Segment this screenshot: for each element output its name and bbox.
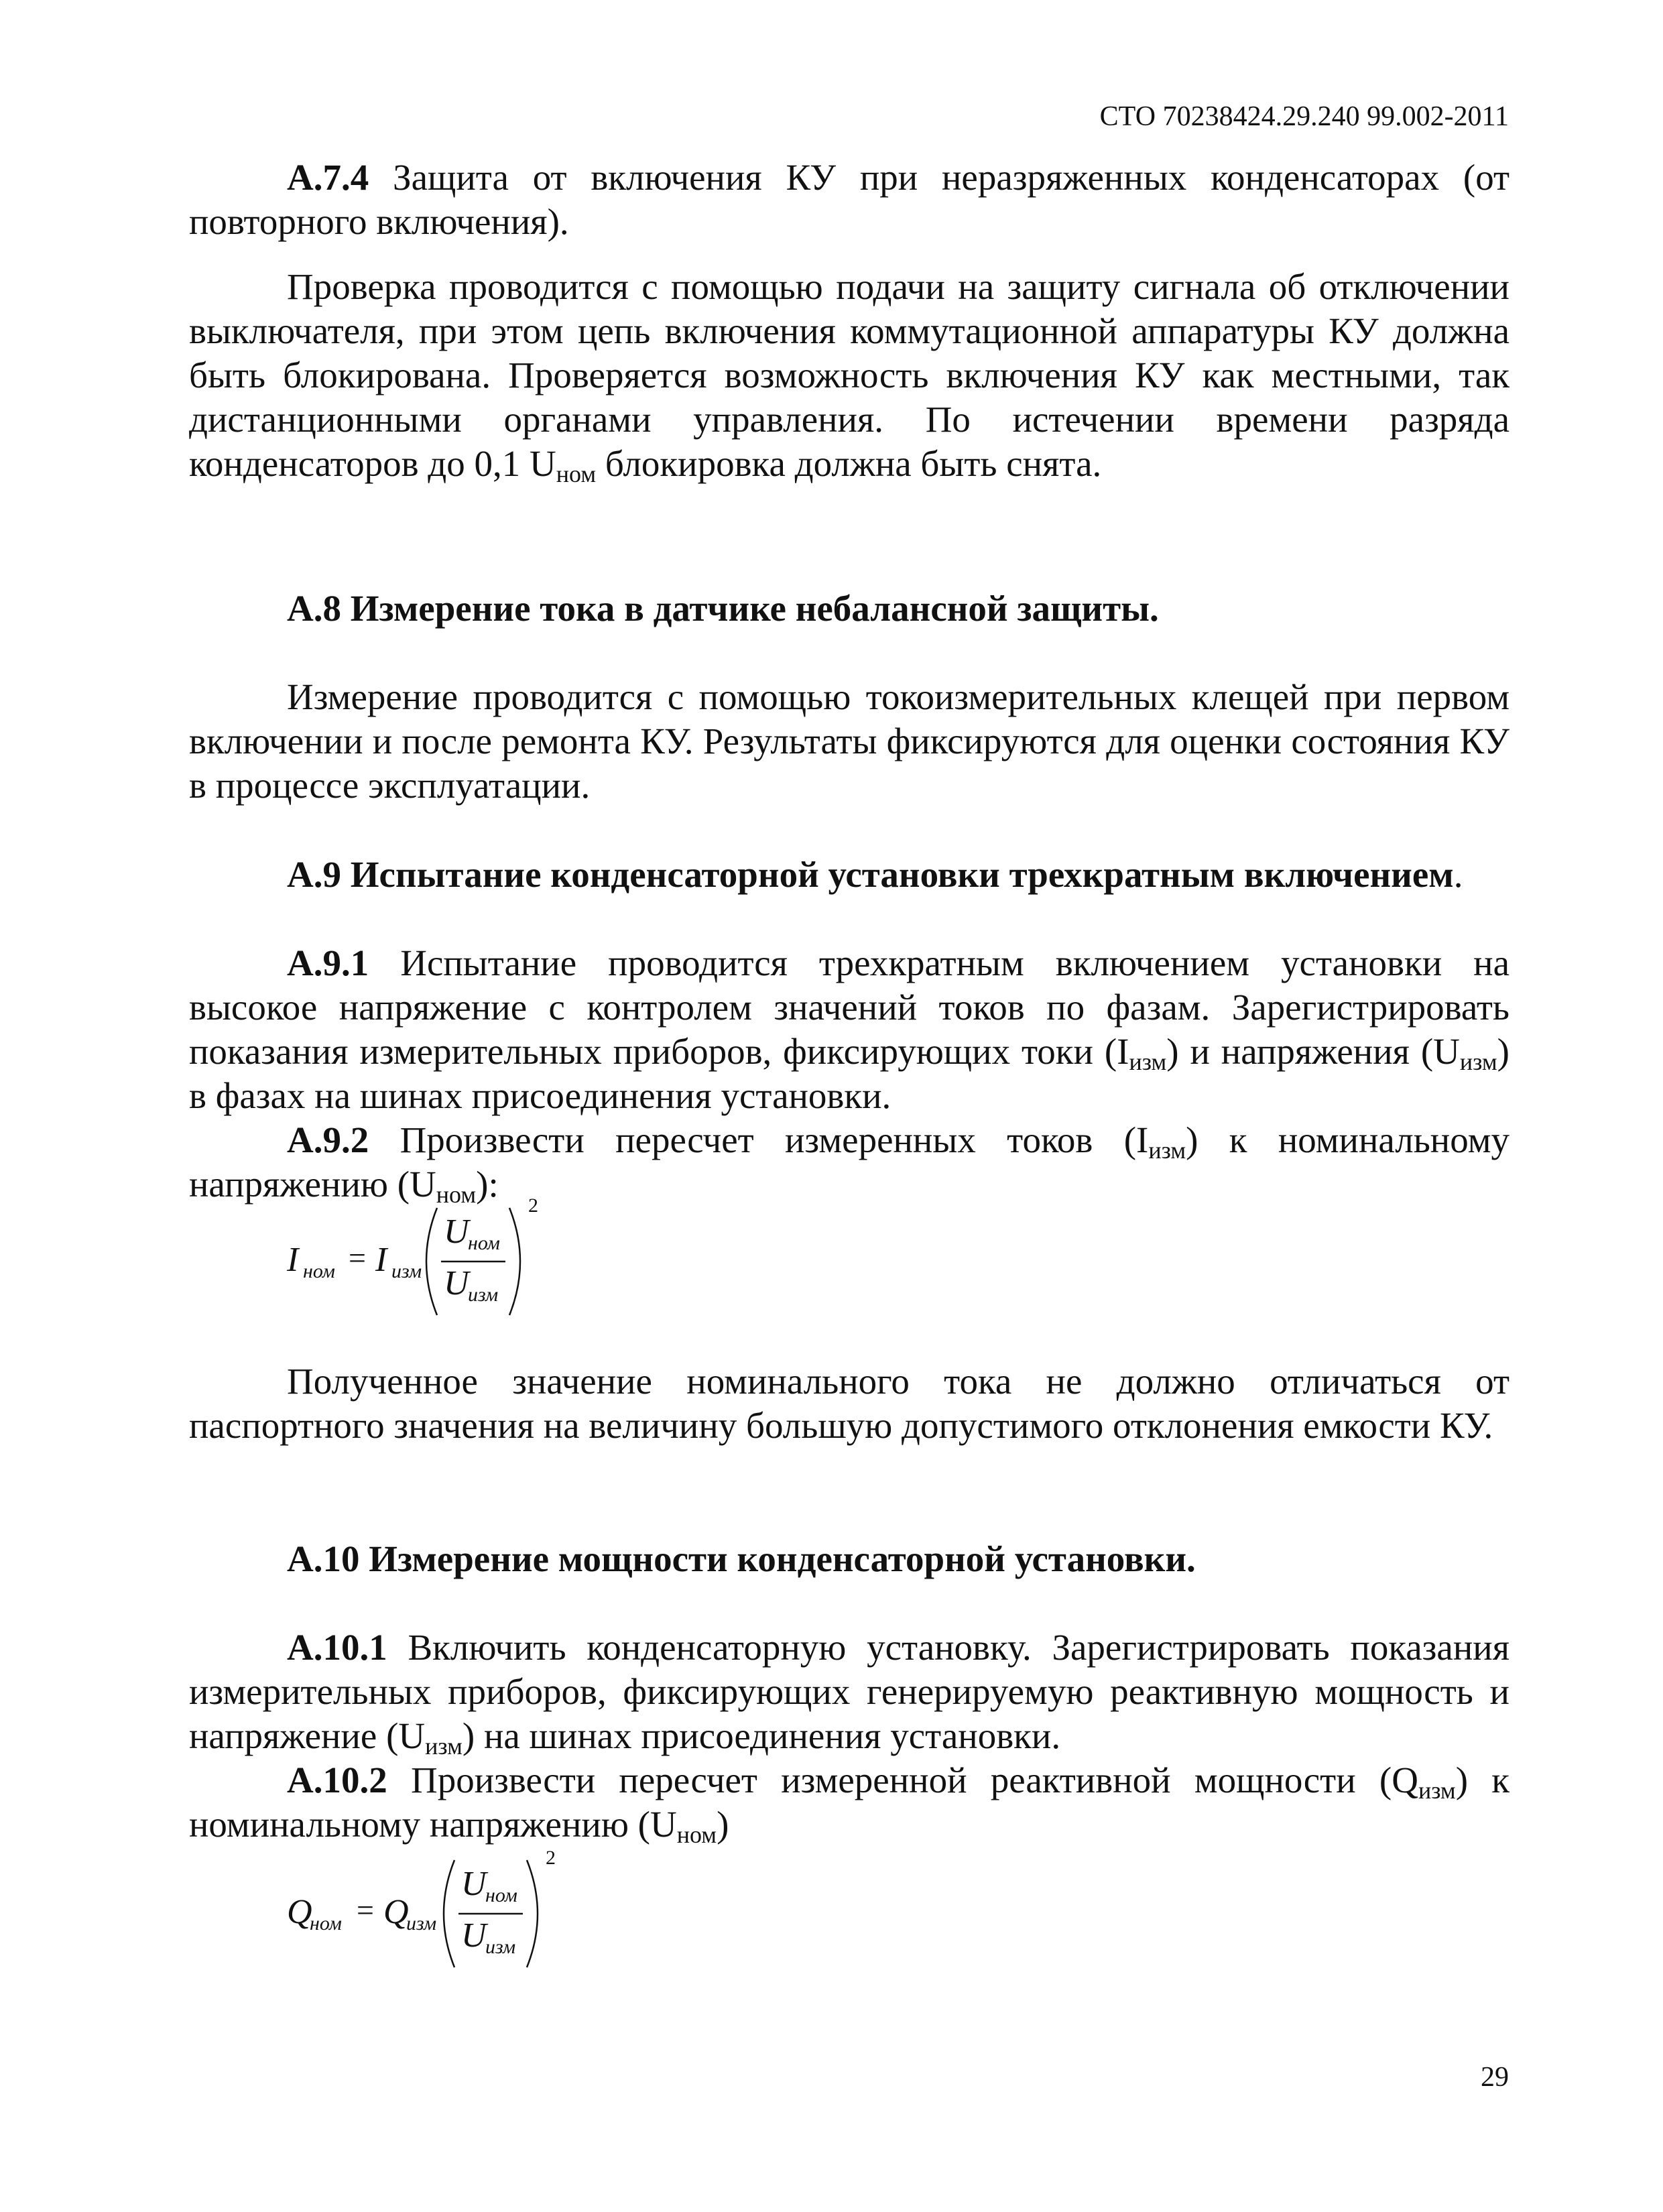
formula-current <box>282 1194 550 1314</box>
formula-rhs: Q <box>383 1893 409 1931</box>
section-title: Защита от включения КУ при неразряженных конденсаторах (от повторного включения). <box>189 157 1510 242</box>
page-number: 29 <box>1481 2062 1509 2093</box>
left-paren <box>444 1860 454 1967</box>
left-paren <box>426 1208 437 1315</box>
heading-a10: А.10 Измерение мощности конденсаторной установки. <box>287 1538 1196 1579</box>
formula-numerator: U <box>444 1213 469 1251</box>
right-paren <box>527 1860 538 1967</box>
section-a74 <box>189 156 1510 244</box>
formula-equals: = <box>357 1893 374 1927</box>
section-number: А.10.1 <box>287 1627 387 1668</box>
section-number: А.7.4 <box>287 157 369 198</box>
formula-lhs-sub: ном <box>310 1912 342 1934</box>
paragraph-a101: А.10.1 Включить конденсаторную установку. Зарегистрировать показания измерительных приборов, фиксирующих генерируемую реактивную мощность и напряжение $(U_{изм})$ на шинах присоединения установки. <box>189 1627 1510 1760</box>
paragraph-after-formula: Полученное значение номинального тока не должно отличаться от паспортного значения на величину большую допустимого отклонения емкости КУ. <box>189 1361 1510 1446</box>
formula-denominator-sub: изм <box>468 1284 499 1306</box>
heading-a9: А.9 Испытание конденсаторной установки трехкратным включением. <box>287 854 1463 895</box>
section-number: А.9.1 <box>287 942 369 983</box>
paragraph-a91: А.9.1 Испытание проводится трехкратным включением установки на высокое напряжение с контролем значений токов по фазам. Зарегистрировать показания измерительных приборов, фиксирующих токи $(I_{изм})$ и напряжения $(U_{изм})$ в фазах на шинах присоединения установки. <box>189 942 1510 1116</box>
formula-exponent: 2 <box>546 1847 556 1869</box>
formula-brackets <box>282 1853 570 1967</box>
formula-power <box>282 1847 570 1967</box>
formula-numerator-sub: ном <box>485 1884 517 1906</box>
right-paren <box>509 1208 520 1315</box>
formula-rhs-sub: изм <box>391 1260 422 1282</box>
formula-brackets <box>282 1200 550 1314</box>
heading-a8: А.8 Измерение тока в датчике небалансной защиты. <box>287 588 1159 629</box>
section-number: А.10.2 <box>287 1760 387 1800</box>
formula-denominator: U <box>444 1264 469 1302</box>
formula-rhs-sub: изм <box>406 1912 437 1934</box>
formula-lhs: Q <box>287 1893 312 1931</box>
formula-rhs: I <box>375 1241 387 1279</box>
paragraph-a92: А.9.2 Произвести пересчет измеренных токов $(I_{изм})$ к номинальному напряжению $(U_{ном})$: <box>189 1119 1510 1208</box>
formula-numerator: U <box>461 1865 487 1903</box>
formula-denominator-sub: изм <box>485 1936 516 1958</box>
paragraph-a8: Измерение проводится с помощью токоизмерительных клещей при первом включении и после ремонта КУ. Результаты фиксируются для оценки состояния КУ в процессе эксплуатации. <box>189 676 1510 806</box>
paragraph-a74-check: Проверка проводится с помощью подачи на защиту сигнала об отключении выключателя, при этом цепь включения коммутационной аппаратуры КУ должна быть блокирована. Проверяется возможность включения КУ как местными, так дистанционными органами управления. По истечении времени разряда конденсаторов до 0,1 $U_{ном}$ блокировка должна быть снята. <box>189 266 1510 487</box>
paragraph-a102: А.10.2 Произвести пересчет измеренной реактивной мощности $(Q_{изм})$ к номинальному напряжению $(U_{ном})$ <box>189 1760 1510 1848</box>
formula-numerator-sub: ном <box>468 1232 500 1254</box>
formula-exponent: 2 <box>528 1194 538 1217</box>
formula-denominator: U <box>461 1916 487 1955</box>
formula-lhs: I <box>287 1241 299 1279</box>
formula-lhs-sub: ном <box>303 1260 335 1282</box>
document-header: СТО 70238424.29.240 99.002-2011 <box>1099 101 1509 132</box>
formula-equals: = <box>349 1241 366 1275</box>
section-number: А.9.2 <box>287 1119 369 1160</box>
